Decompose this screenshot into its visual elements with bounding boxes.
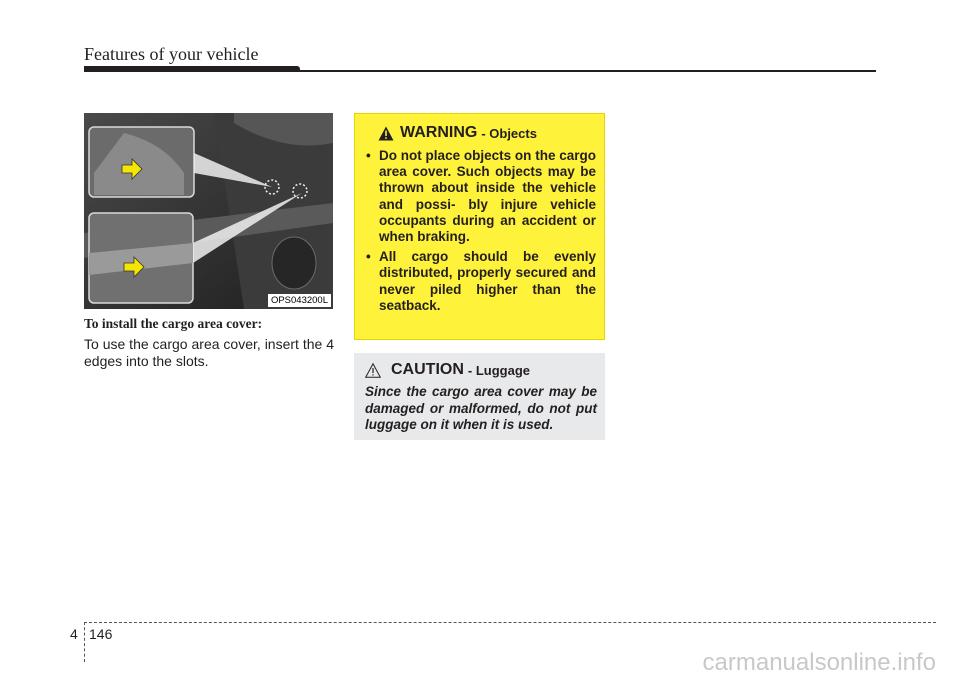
footer-rule (84, 622, 936, 623)
footer-divider (84, 622, 85, 662)
caution-text: Since the cargo area cover may be damaged or malformed, do not put luggage on it when it is used. (365, 384, 597, 432)
caution-box (354, 353, 605, 440)
page-header-title: Features of your vehicle (84, 44, 259, 64)
header-rule (84, 70, 876, 72)
warning-title: WARNING (400, 124, 478, 141)
warning-box (354, 113, 605, 340)
install-heading: To install the cargo area cover: (84, 316, 263, 331)
caution-title: CAUTION (391, 361, 464, 378)
caution-subtitle: - Luggage (467, 362, 530, 378)
page-number: 146 (89, 626, 113, 642)
warning-header (378, 122, 596, 144)
warning-triangle-icon (378, 126, 394, 141)
chapter-number: 4 (70, 626, 78, 642)
warning-subtitle: - Objects (481, 125, 537, 141)
caution-header (365, 359, 597, 381)
cargo-area-illustration (84, 113, 333, 309)
warning-list (366, 148, 596, 314)
install-body: To use the cargo area cover, insert the 4 edges into the slots. (84, 336, 334, 369)
warning-bullet: • Do not place objects on the cargo area cover. Such objects may be thrown about inside the vehicle and possi- bly injure vehicle occupants during an accident or when braking. (366, 148, 596, 245)
caution-triangle-icon (365, 363, 381, 378)
warning-bullet: • All cargo should be evenly distributed, properly secured and never piled higher than the seatback. (366, 249, 596, 314)
figure-code: OPS043200L (268, 294, 331, 307)
watermark: carmanualsonline.info (702, 649, 936, 676)
cargo-cover-photo (84, 113, 333, 309)
